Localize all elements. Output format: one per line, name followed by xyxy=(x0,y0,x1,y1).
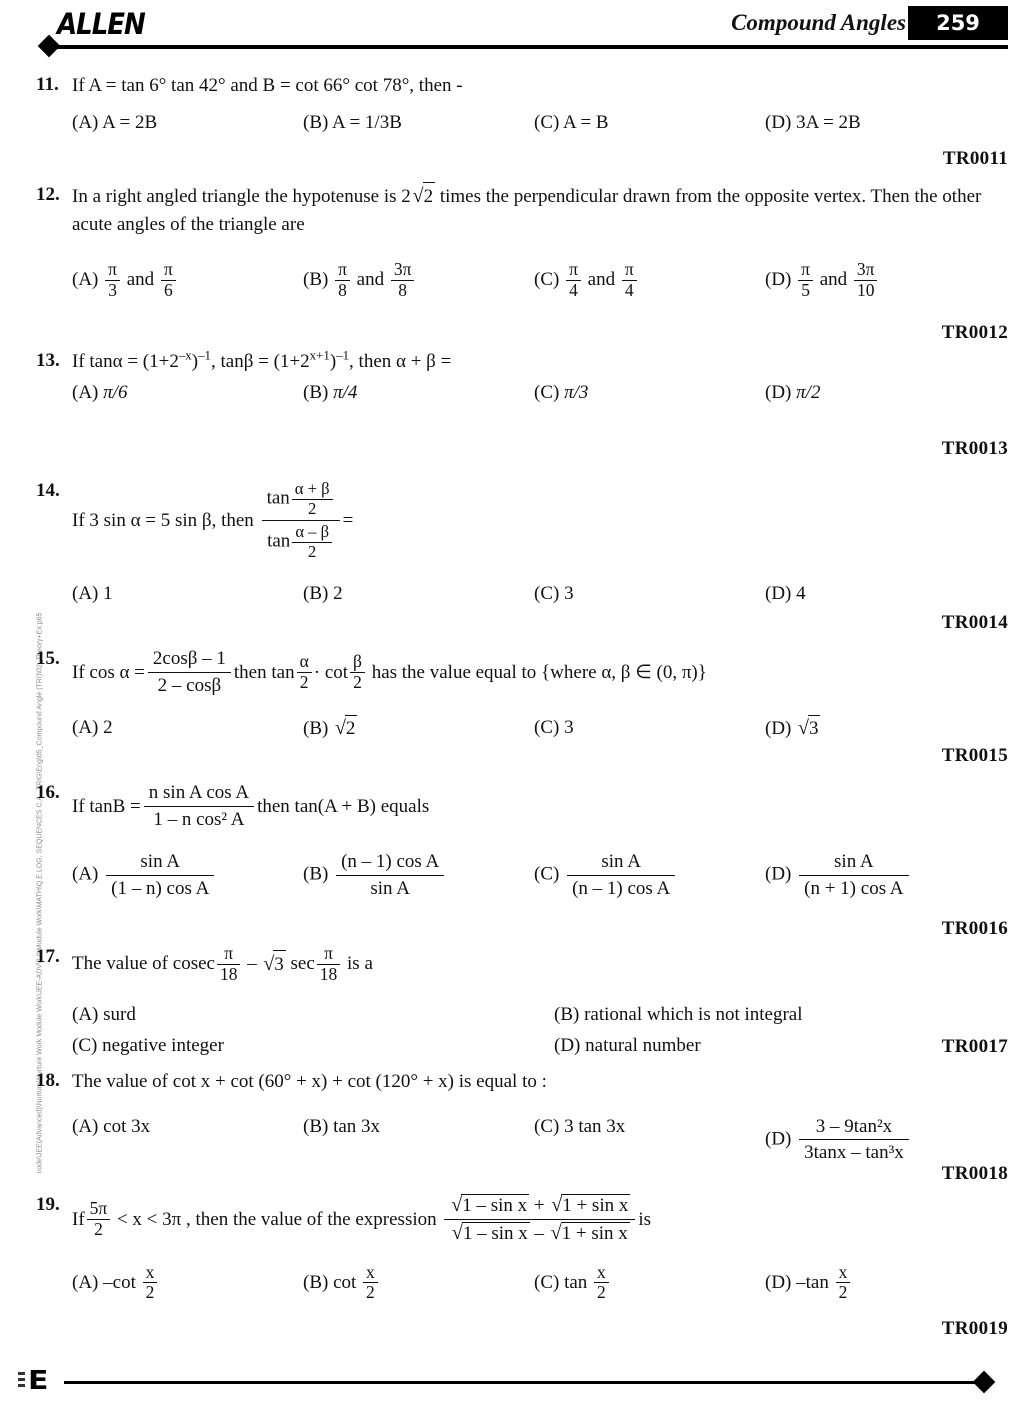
numerator: n sin A cos A xyxy=(148,782,250,803)
radicand: 2 xyxy=(345,715,358,743)
question-text-part-d: has the value equal to {where α, β ∈ (0, π)} xyxy=(371,661,707,683)
option-prefix: –tan xyxy=(796,1272,829,1294)
denominator: 18 xyxy=(217,964,240,985)
denominator: sin A xyxy=(336,875,444,902)
conjunction: and xyxy=(356,269,385,291)
question-text-part-a: In a right angled triangle the hypotenuse is 2 xyxy=(72,186,411,207)
option-b[interactable] xyxy=(303,1263,534,1303)
numerator: 3 – 9tan²x xyxy=(815,1115,893,1137)
option-label: (D) xyxy=(765,717,792,739)
question-code-12: TR0012 xyxy=(941,322,1008,343)
question-12 xyxy=(36,182,996,301)
question-text-part-a: If 3 sin α = 5 sin β, then xyxy=(72,509,254,531)
question-17 xyxy=(36,944,996,1059)
question-text-part-c: is xyxy=(638,1208,652,1230)
question-text-part-a: If tanB = xyxy=(72,795,141,817)
radicand: 3 xyxy=(273,950,286,979)
question-text: If A = tan 6° tan 42° and B = cot 66° cot 78°, then - xyxy=(72,75,463,96)
sqrt-icon: √3 xyxy=(261,950,285,979)
fraction xyxy=(106,849,214,902)
sqrt-icon: √1 – sin x xyxy=(451,1194,528,1216)
allen-logo: ALLEN xyxy=(57,8,145,42)
option-c[interactable] xyxy=(534,849,765,902)
page-number-badge: 259 xyxy=(908,6,1008,40)
sqrt-icon: √1 + sin x xyxy=(550,1221,628,1244)
denominator xyxy=(444,1219,635,1247)
option-label: (D) xyxy=(765,583,792,605)
option-d[interactable] xyxy=(765,849,996,902)
conjunction: and xyxy=(126,269,155,291)
option-text: 3 xyxy=(564,716,574,738)
sqrt-icon: √2 xyxy=(411,182,435,211)
header-rule xyxy=(56,45,1008,49)
option-text: 3 tan 3x xyxy=(564,1115,626,1137)
question-text-part-c: · cot xyxy=(313,661,349,683)
option-text: 2 xyxy=(103,716,113,738)
option-label: (A) xyxy=(72,111,99,133)
numerator: sin A xyxy=(601,850,641,872)
question-14 xyxy=(36,478,996,608)
denominator: 8 xyxy=(391,280,415,301)
option-c[interactable] xyxy=(534,260,765,300)
option-text: π/6 xyxy=(103,381,128,403)
question-text-part-b: ) xyxy=(191,351,199,372)
option-label: (C) xyxy=(534,1272,560,1294)
question-text xyxy=(72,944,996,984)
option-text: A = 2B xyxy=(102,111,158,133)
fraction xyxy=(105,260,120,300)
fraction xyxy=(350,652,365,692)
question-text-part-e: , then α + β = xyxy=(349,351,452,372)
option-b[interactable] xyxy=(303,581,534,608)
fraction xyxy=(317,944,340,984)
question-code-13: TR0013 xyxy=(941,438,1008,459)
option-label: (A) xyxy=(72,1004,99,1026)
fraction xyxy=(854,260,878,300)
question-code-14: TR0014 xyxy=(941,612,1008,633)
option-label: (B) xyxy=(303,583,329,605)
page-header xyxy=(0,0,1024,60)
option-c[interactable] xyxy=(534,1114,765,1167)
question-text-part-a: The value of cosec xyxy=(72,953,215,975)
fraction xyxy=(622,260,637,300)
denominator: 1 – n cos² A xyxy=(144,806,254,833)
fraction xyxy=(391,260,415,300)
fraction xyxy=(292,480,333,518)
option-d[interactable] xyxy=(765,715,996,743)
numerator: 3π xyxy=(393,259,412,280)
question-number: 16. xyxy=(36,782,60,803)
denominator: 2 xyxy=(292,499,333,519)
question-text-part-a: If xyxy=(72,1208,85,1230)
denominator: 2 xyxy=(350,672,365,693)
question-text-part-b: times the perpendicular drawn from the opposite vertex. Then the other acute angles of the triangle are xyxy=(72,186,982,235)
fraction xyxy=(798,260,813,300)
option-d[interactable] xyxy=(765,110,996,137)
option-c[interactable] xyxy=(534,380,765,407)
option-label: (D) xyxy=(765,1272,792,1294)
option-prefix: cot xyxy=(333,1272,357,1294)
question-text xyxy=(72,348,996,376)
option-label: (A) xyxy=(72,863,99,885)
fraction xyxy=(836,1263,851,1303)
option-c[interactable] xyxy=(72,1033,534,1060)
option-c[interactable] xyxy=(534,1263,765,1303)
question-number: 15. xyxy=(36,648,60,669)
numerator: π xyxy=(801,259,810,280)
radicand: 2 xyxy=(423,182,436,211)
numerator xyxy=(262,478,340,520)
option-label: (C) xyxy=(534,716,560,738)
option-label: (C) xyxy=(534,583,560,605)
question-text xyxy=(72,1192,996,1247)
option-label: (C) xyxy=(72,1034,98,1056)
fraction xyxy=(799,1114,909,1167)
plus-sign: + xyxy=(533,1195,545,1216)
minus-sign: – xyxy=(247,953,257,975)
numerator: x xyxy=(838,1261,848,1282)
sqrt-icon: √3 xyxy=(796,715,820,743)
numerator: 5π xyxy=(89,1198,108,1219)
footer-rule xyxy=(64,1381,976,1384)
option-label: (C) xyxy=(534,111,560,133)
option-text: 3A = 2B xyxy=(796,111,861,133)
question-number: 18. xyxy=(36,1070,60,1091)
denominator: 4 xyxy=(566,280,581,301)
question-number: 13. xyxy=(36,350,60,371)
radical-fraction xyxy=(444,1192,635,1247)
option-b[interactable] xyxy=(303,380,534,407)
option-d[interactable] xyxy=(765,380,996,407)
function-name: tan xyxy=(267,530,291,552)
numerator: β xyxy=(353,651,362,672)
question-13 xyxy=(36,348,996,406)
numerator xyxy=(444,1192,635,1219)
exponent: –1 xyxy=(198,347,211,363)
question-code-17: TR0017 xyxy=(941,1036,1008,1057)
option-text: cot 3x xyxy=(103,1115,151,1137)
fraction xyxy=(363,1263,378,1303)
option-b[interactable] xyxy=(303,715,534,743)
footer-diamond-icon xyxy=(973,1371,996,1394)
option-b[interactable] xyxy=(303,260,534,300)
option-label: (D) xyxy=(765,111,792,133)
option-label: (B) xyxy=(303,1115,329,1137)
numerator: 2cosβ – 1 xyxy=(152,648,226,669)
question-code-11: TR0011 xyxy=(942,148,1008,169)
option-b[interactable] xyxy=(303,849,534,902)
sqrt-icon: √1 – sin x xyxy=(451,1221,528,1244)
numerator: π xyxy=(324,943,333,963)
option-label: (A) xyxy=(72,269,99,291)
question-text: The value of cot x + cot (60° + x) + cot (120° + x) is equal to : xyxy=(72,1071,547,1092)
option-label: (C) xyxy=(534,269,560,291)
file-path-watermark: node\JEE(Advanced)\Nurture\Nurture Work Module Work\JEE-ADV\2.0 Module Work\MATH\Q.E.LOG, SEQUENCES C.A., TRIG\Eng\05_Compound Angle (TRI)\02_Theory+Ex.p65 xyxy=(36,612,44,1174)
fraction xyxy=(566,260,581,300)
question-16 xyxy=(36,780,996,901)
sqrt-icon: √1 + sin x xyxy=(551,1194,629,1216)
denominator: 2 xyxy=(87,1219,111,1240)
question-text xyxy=(72,478,996,563)
option-d[interactable] xyxy=(765,260,996,300)
question-19 xyxy=(36,1192,996,1303)
denominator: 18 xyxy=(317,964,340,985)
exponent: –1 xyxy=(336,347,350,363)
page-footer xyxy=(0,1364,1024,1404)
denominator: 2 xyxy=(297,672,312,693)
option-label: (B) xyxy=(303,1272,329,1294)
denominator: 2 xyxy=(836,1282,851,1303)
option-c[interactable] xyxy=(534,581,765,608)
denominator: 2 xyxy=(594,1282,609,1303)
question-text xyxy=(72,182,996,238)
question-text-part-c: sec xyxy=(290,953,315,975)
question-text-part-b: then tan(A + B) equals xyxy=(257,795,430,817)
option-label: (D) xyxy=(765,1128,792,1150)
question-15 xyxy=(36,646,996,743)
numerator: α xyxy=(299,651,309,672)
option-label: (B) xyxy=(303,111,329,133)
denominator: 6 xyxy=(161,280,176,301)
question-code-19: TR0019 xyxy=(941,1318,1008,1339)
option-label: (D) xyxy=(765,269,792,291)
numerator: sin A xyxy=(140,850,181,872)
question-number: 11. xyxy=(36,74,59,95)
option-label: (B) xyxy=(554,1004,580,1026)
compound-fraction xyxy=(262,478,340,563)
option-label: (C) xyxy=(534,1115,560,1137)
option-label: (D) xyxy=(765,863,792,885)
fraction xyxy=(87,1199,111,1239)
fraction xyxy=(161,260,176,300)
footer-tick-marks xyxy=(18,1372,25,1394)
denominator: 4 xyxy=(622,280,637,301)
option-text: 1 xyxy=(103,583,113,605)
fraction xyxy=(297,652,312,692)
option-d[interactable] xyxy=(534,1033,996,1060)
option-label: (C) xyxy=(534,863,560,885)
option-text: 2 xyxy=(333,583,343,605)
radicand: 1 – sin x xyxy=(462,1195,528,1216)
option-text: 3 xyxy=(564,583,574,605)
question-18 xyxy=(36,1068,996,1166)
question-text-part-b: then tan xyxy=(233,661,295,683)
fraction xyxy=(567,849,675,902)
footer-logo: E xyxy=(28,1366,49,1396)
numerator: x xyxy=(366,1261,375,1282)
option-label: (B) xyxy=(303,381,329,403)
denominator: 5 xyxy=(798,280,813,301)
option-label: (A) xyxy=(72,381,99,403)
option-text: π/4 xyxy=(333,381,358,403)
question-text-part-a: If tanα = (1+2 xyxy=(72,351,179,372)
option-label: (B) xyxy=(303,717,329,739)
option-b[interactable] xyxy=(534,1002,996,1029)
denominator: 2 – cosβ xyxy=(148,672,231,699)
denominator: (n + 1) cos A xyxy=(799,875,908,902)
fraction xyxy=(143,1263,158,1303)
radicand: 3 xyxy=(808,715,821,743)
option-label: (B) xyxy=(303,269,329,291)
fraction xyxy=(144,780,254,833)
option-a[interactable] xyxy=(72,581,303,608)
option-a[interactable] xyxy=(72,260,303,300)
option-a[interactable] xyxy=(72,380,303,407)
option-prefix: –cot xyxy=(103,1272,136,1294)
question-code-15: TR0015 xyxy=(941,745,1008,766)
fraction xyxy=(335,260,350,300)
denominator: (1 – n) cos A xyxy=(106,875,214,902)
option-a[interactable] xyxy=(72,1002,534,1029)
option-c[interactable] xyxy=(534,110,765,137)
function-name: tan xyxy=(266,487,290,509)
numerator: π xyxy=(338,259,347,280)
numerator: α + β xyxy=(294,479,330,498)
option-text: natural number xyxy=(585,1034,701,1056)
option-d[interactable] xyxy=(765,1114,996,1167)
question-text-part-a: If cos α = xyxy=(72,661,145,683)
equals-sign: = xyxy=(342,509,354,531)
numerator: sin A xyxy=(834,850,874,872)
denominator: (n – 1) cos A xyxy=(567,875,675,902)
fraction xyxy=(594,1263,609,1303)
option-text: rational which is not integral xyxy=(584,1004,803,1026)
numerator: π xyxy=(569,259,578,280)
option-b[interactable] xyxy=(303,1114,534,1167)
option-prefix: tan xyxy=(564,1272,588,1294)
fraction xyxy=(799,849,908,902)
denominator: 2 xyxy=(363,1282,378,1303)
option-label: (D) xyxy=(765,381,792,403)
option-a[interactable] xyxy=(72,715,303,743)
option-a[interactable] xyxy=(72,110,303,137)
exponent: x+1 xyxy=(309,347,330,363)
question-code-16: TR0016 xyxy=(941,918,1008,939)
question-text xyxy=(72,646,996,699)
exponent: –x xyxy=(178,347,192,363)
numerator: x xyxy=(597,1261,606,1282)
option-d[interactable] xyxy=(765,1263,996,1303)
option-a[interactable] xyxy=(72,1114,303,1167)
option-text: π/3 xyxy=(564,381,589,403)
numerator: α – β xyxy=(295,522,330,542)
option-b[interactable] xyxy=(303,110,534,137)
question-text-part-b: < x < 3π , then the value of the expression xyxy=(116,1208,437,1230)
denominator: 3tanx – tan³x xyxy=(799,1139,909,1166)
option-text: A = 1/3B xyxy=(332,111,402,133)
numerator: (n – 1) cos A xyxy=(341,850,440,872)
option-text: A = B xyxy=(563,111,609,133)
question-number: 17. xyxy=(36,946,60,967)
numerator: π xyxy=(224,943,234,963)
question-number: 14. xyxy=(36,480,60,501)
denominator: 2 xyxy=(292,542,332,562)
fraction xyxy=(336,849,444,902)
option-text: tan 3x xyxy=(333,1115,381,1137)
denominator xyxy=(262,520,340,563)
numerator: x xyxy=(145,1261,155,1282)
denominator: 3 xyxy=(105,280,120,301)
question-text-part-c: , tanβ = (1+2 xyxy=(210,351,310,372)
numerator: π xyxy=(108,259,117,280)
question-11 xyxy=(36,72,996,136)
option-label: (A) xyxy=(72,716,99,738)
numerator: π xyxy=(163,259,173,280)
conjunction: and xyxy=(587,269,616,291)
question-text-part-d: is a xyxy=(347,953,373,975)
option-a[interactable] xyxy=(72,1263,303,1303)
question-text xyxy=(72,780,996,833)
question-number: 19. xyxy=(36,1194,60,1215)
sqrt-icon: √2 xyxy=(333,715,357,743)
fraction xyxy=(148,646,231,699)
denominator: 8 xyxy=(335,280,350,301)
option-label: (D) xyxy=(554,1034,581,1056)
question-code-18: TR0018 xyxy=(941,1163,1008,1184)
fraction xyxy=(292,523,332,561)
option-label: (C) xyxy=(534,381,560,403)
option-label: (B) xyxy=(303,863,329,885)
question-number: 12. xyxy=(36,184,60,205)
option-label: (A) xyxy=(72,1115,99,1137)
option-text: 4 xyxy=(796,583,806,605)
minus-sign: – xyxy=(534,1222,545,1244)
chapter-title: Compound Angles xyxy=(731,10,906,35)
option-label: (A) xyxy=(72,1272,99,1294)
numerator: π xyxy=(624,259,634,280)
option-d[interactable] xyxy=(765,581,996,608)
denominator: 2 xyxy=(143,1282,158,1303)
conjunction: and xyxy=(819,269,848,291)
radicand: 1 – sin x xyxy=(462,1222,528,1244)
radicand: 1 + sin x xyxy=(562,1195,629,1216)
option-c[interactable] xyxy=(534,715,765,743)
option-text: negative integer xyxy=(102,1034,224,1056)
option-label: (A) xyxy=(72,583,99,605)
question-text-part-d: ) xyxy=(329,351,337,372)
option-text: π/2 xyxy=(796,381,821,403)
radicand: 1 + sin x xyxy=(561,1222,628,1244)
fraction xyxy=(217,944,240,984)
option-a[interactable] xyxy=(72,849,303,902)
denominator: 10 xyxy=(854,280,878,301)
option-text: surd xyxy=(103,1004,136,1026)
numerator: 3π xyxy=(856,259,875,280)
